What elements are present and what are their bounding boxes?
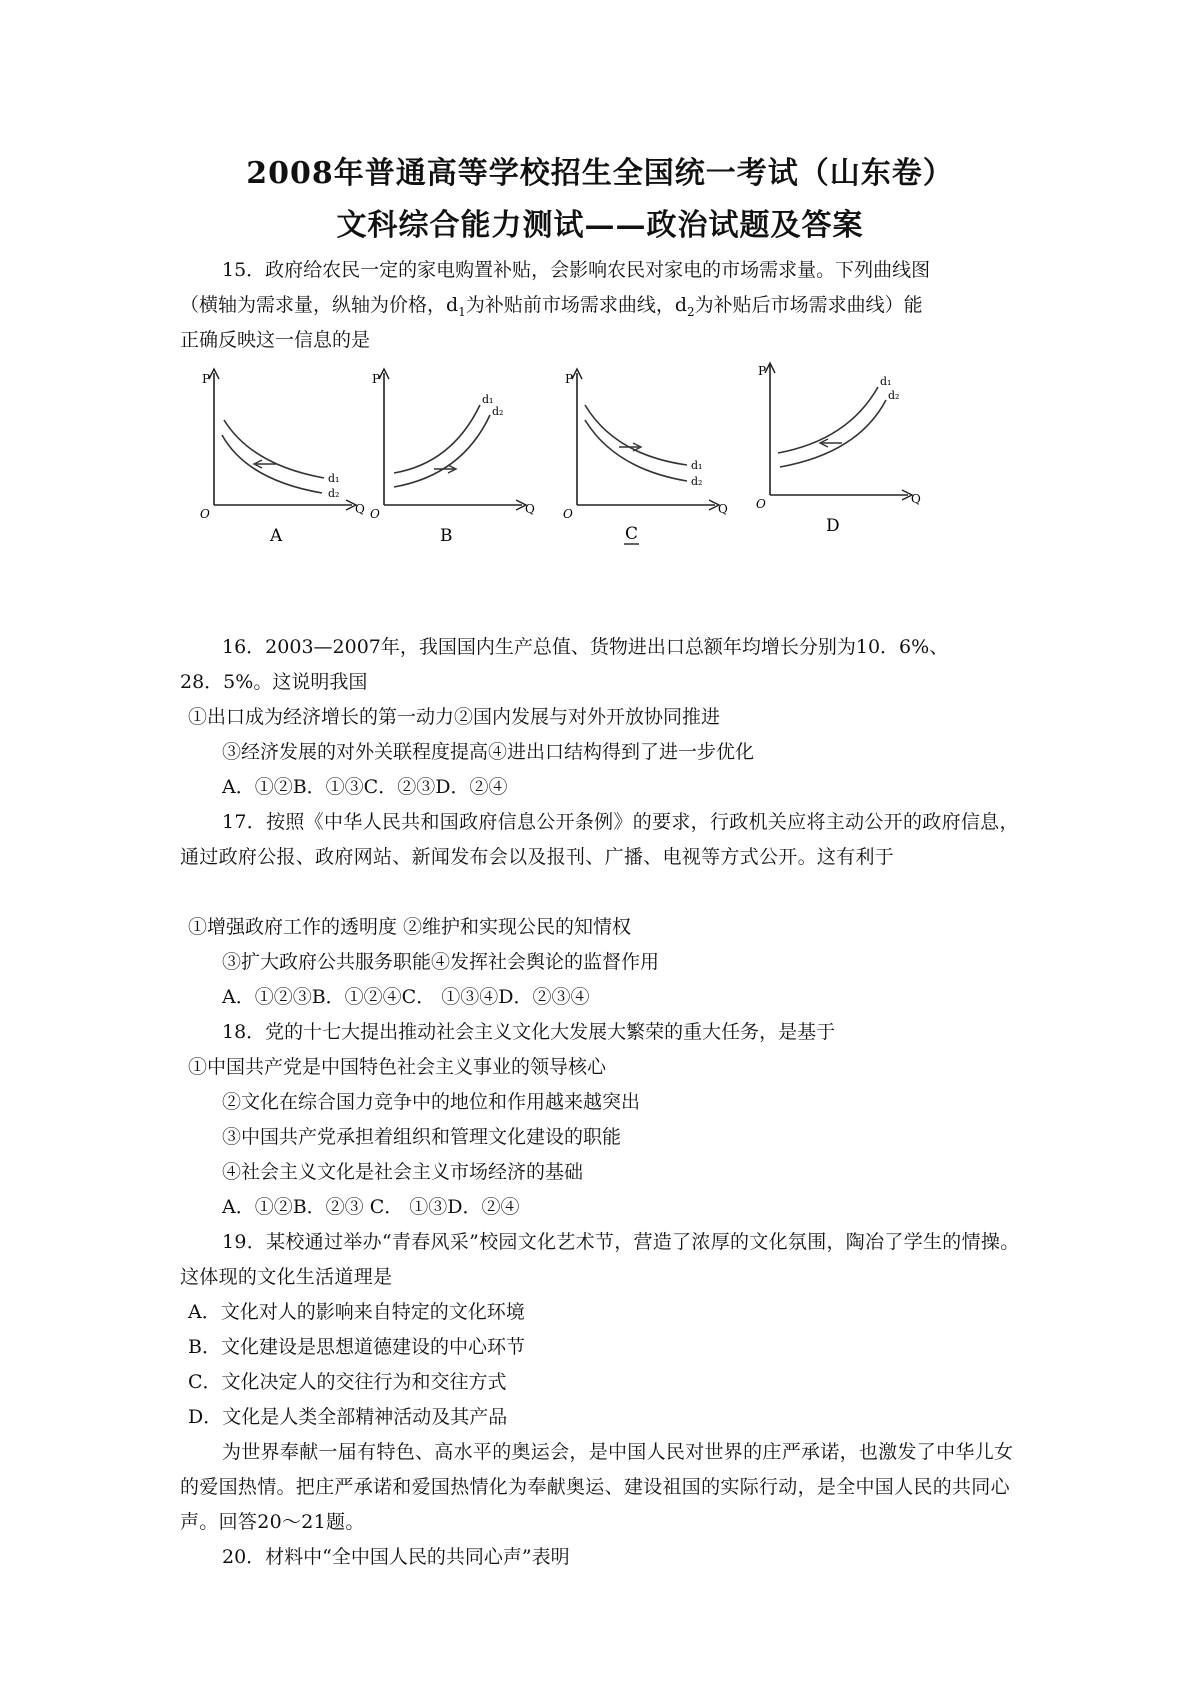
origin-label: O — [563, 507, 573, 521]
q20-stem: 20．材料中“全中国人民的共同心声”表明 — [222, 1546, 570, 1568]
curve-d1-label: d₁ — [328, 472, 340, 485]
q19-stem: 19．某校通过举办“青春风采”校园文化艺术节，营造了浓厚的文化氛围，陶冶了学生的情操。这体现的文化生活道理是 — [180, 1231, 1020, 1288]
curve-d1-label: d₁ — [880, 375, 892, 388]
figure-label-c: C — [625, 524, 639, 544]
q15-stem-line-3: 正确反映这一信息的是 — [180, 329, 371, 351]
q15-stem-line-1: 15．政府给农民一定的家电购置补贴，会影响农民对家电的市场需求量。下列曲线图 — [222, 259, 931, 281]
axis-p-label: P — [372, 372, 381, 386]
q18-option-2: ②文化在综合国力竞争中的地位和作用越来越突出 — [222, 1091, 641, 1113]
q16-stem-line-1: 16．2003—2007年，我国国内生产总值、货物进出口总额年均增长分别为10．6%、 — [222, 636, 949, 658]
q15-figure-d — [748, 364, 921, 550]
curve-d2-label: d₂ — [328, 487, 340, 500]
q17-options-line-2: ③扩大政府公共服务职能④发挥社会舆论的监督作用 — [222, 951, 660, 973]
q19-option-d: D．文化是人类全部精神活动及其产品 — [188, 1406, 508, 1428]
axis-q-label: Q — [718, 502, 728, 516]
material-paragraph: 为世界奉献一届有特色、高水平的奥运会，是中国人民对世界的庄严承诺，也激发了中华儿女的爱国热情。把庄严承诺和爱国热情化为奉献奥运、建设祖国的实际行动，是全中国人民的共同心声。回答20～21题。 — [180, 1441, 1014, 1533]
origin-label: O — [200, 507, 210, 521]
q15-stem-line-2: （横轴为需求量，纵轴为价格，$d_1$为补贴前市场需求曲线，$d_2$为补贴后市场需求曲线）能 — [180, 294, 923, 319]
demand-curve-chart-a — [192, 365, 365, 550]
q16-options-line-2: ③经济发展的对外关联程度提高④进出口结构得到了进一步优化 — [222, 741, 755, 763]
figure-label-b: B — [440, 526, 453, 546]
q16-options-line-1: ①出口成为经济增长的第一动力②国内发展与对外开放协同推进 — [188, 706, 721, 728]
page-title-line-1: 2008年普通高等学校招生全国统一考试（山东卷） — [246, 156, 954, 191]
curve-d2-label: d₂ — [691, 475, 703, 488]
q18-option-1: ①中国共产党是中国特色社会主义事业的领导核心 — [188, 1056, 607, 1078]
axis-p-label: P — [758, 364, 767, 378]
q19-option-c: C．文化决定人的交往行为和交往方式 — [188, 1371, 507, 1393]
origin-label: O — [756, 497, 766, 511]
q18-option-4: ④社会主义文化是社会主义市场经济的基础 — [222, 1161, 584, 1183]
curve-d1-label: d₁ — [691, 459, 703, 472]
q17-options-line-1: ①增强政府工作的透明度 ②维护和实现公民的知情权 — [188, 916, 632, 938]
demand-curve-chart-b — [362, 365, 535, 550]
axis-q-label: Q — [525, 502, 535, 516]
q15-figure-c — [555, 365, 728, 550]
axis-q-label: Q — [911, 492, 921, 506]
q19-option-b: B．文化建设是思想道德建设的中心环节 — [188, 1336, 525, 1358]
q19-option-a: A．文化对人的影响来自特定的文化环境 — [188, 1301, 525, 1323]
axis-p-label: P — [565, 372, 574, 386]
q16-stem-line-2: 28．5%。这说明我国 — [180, 671, 368, 693]
axis-q-label: Q — [355, 502, 365, 516]
curve-d2-label: d₂ — [888, 389, 900, 402]
q17-choices: A．①②③B．①②④C． ①③④D．②③④ — [222, 986, 590, 1008]
demand-curve-chart-c — [555, 365, 728, 550]
origin-label: O — [370, 507, 380, 521]
q18-choices: A．①②B．②③ C． ①③D．②④ — [222, 1196, 520, 1218]
axis-p-label: P — [202, 372, 211, 386]
curve-d2-label: d₂ — [492, 405, 504, 418]
q17-stem: 17．按照《中华人民共和国政府信息公开条例》的要求，行政机关应将主动公开的政府信息，通过政府公报、政府网站、新闻发布会以及报刊、广播、电视等方式公开。这有利于 — [180, 811, 1019, 868]
figure-label-d: D — [826, 516, 840, 536]
q18-option-3: ③中国共产党承担着组织和管理文化建设的职能 — [222, 1126, 622, 1148]
q18-stem: 18．党的十七大提出推动社会主义文化大发展大繁荣的重大任务，是基于 — [222, 1021, 836, 1043]
demand-curve-chart-d — [748, 364, 921, 550]
curve-d1-label: d₁ — [482, 393, 494, 406]
q16-choices: A．①②B．①③C．②③D．②④ — [222, 776, 508, 798]
figure-label-a: A — [270, 526, 283, 546]
page-title-line-2: 文科综合能力测试——政治试题及答案 — [336, 208, 864, 243]
q15-figure-b — [362, 365, 535, 550]
q15-figure-a — [192, 365, 365, 550]
